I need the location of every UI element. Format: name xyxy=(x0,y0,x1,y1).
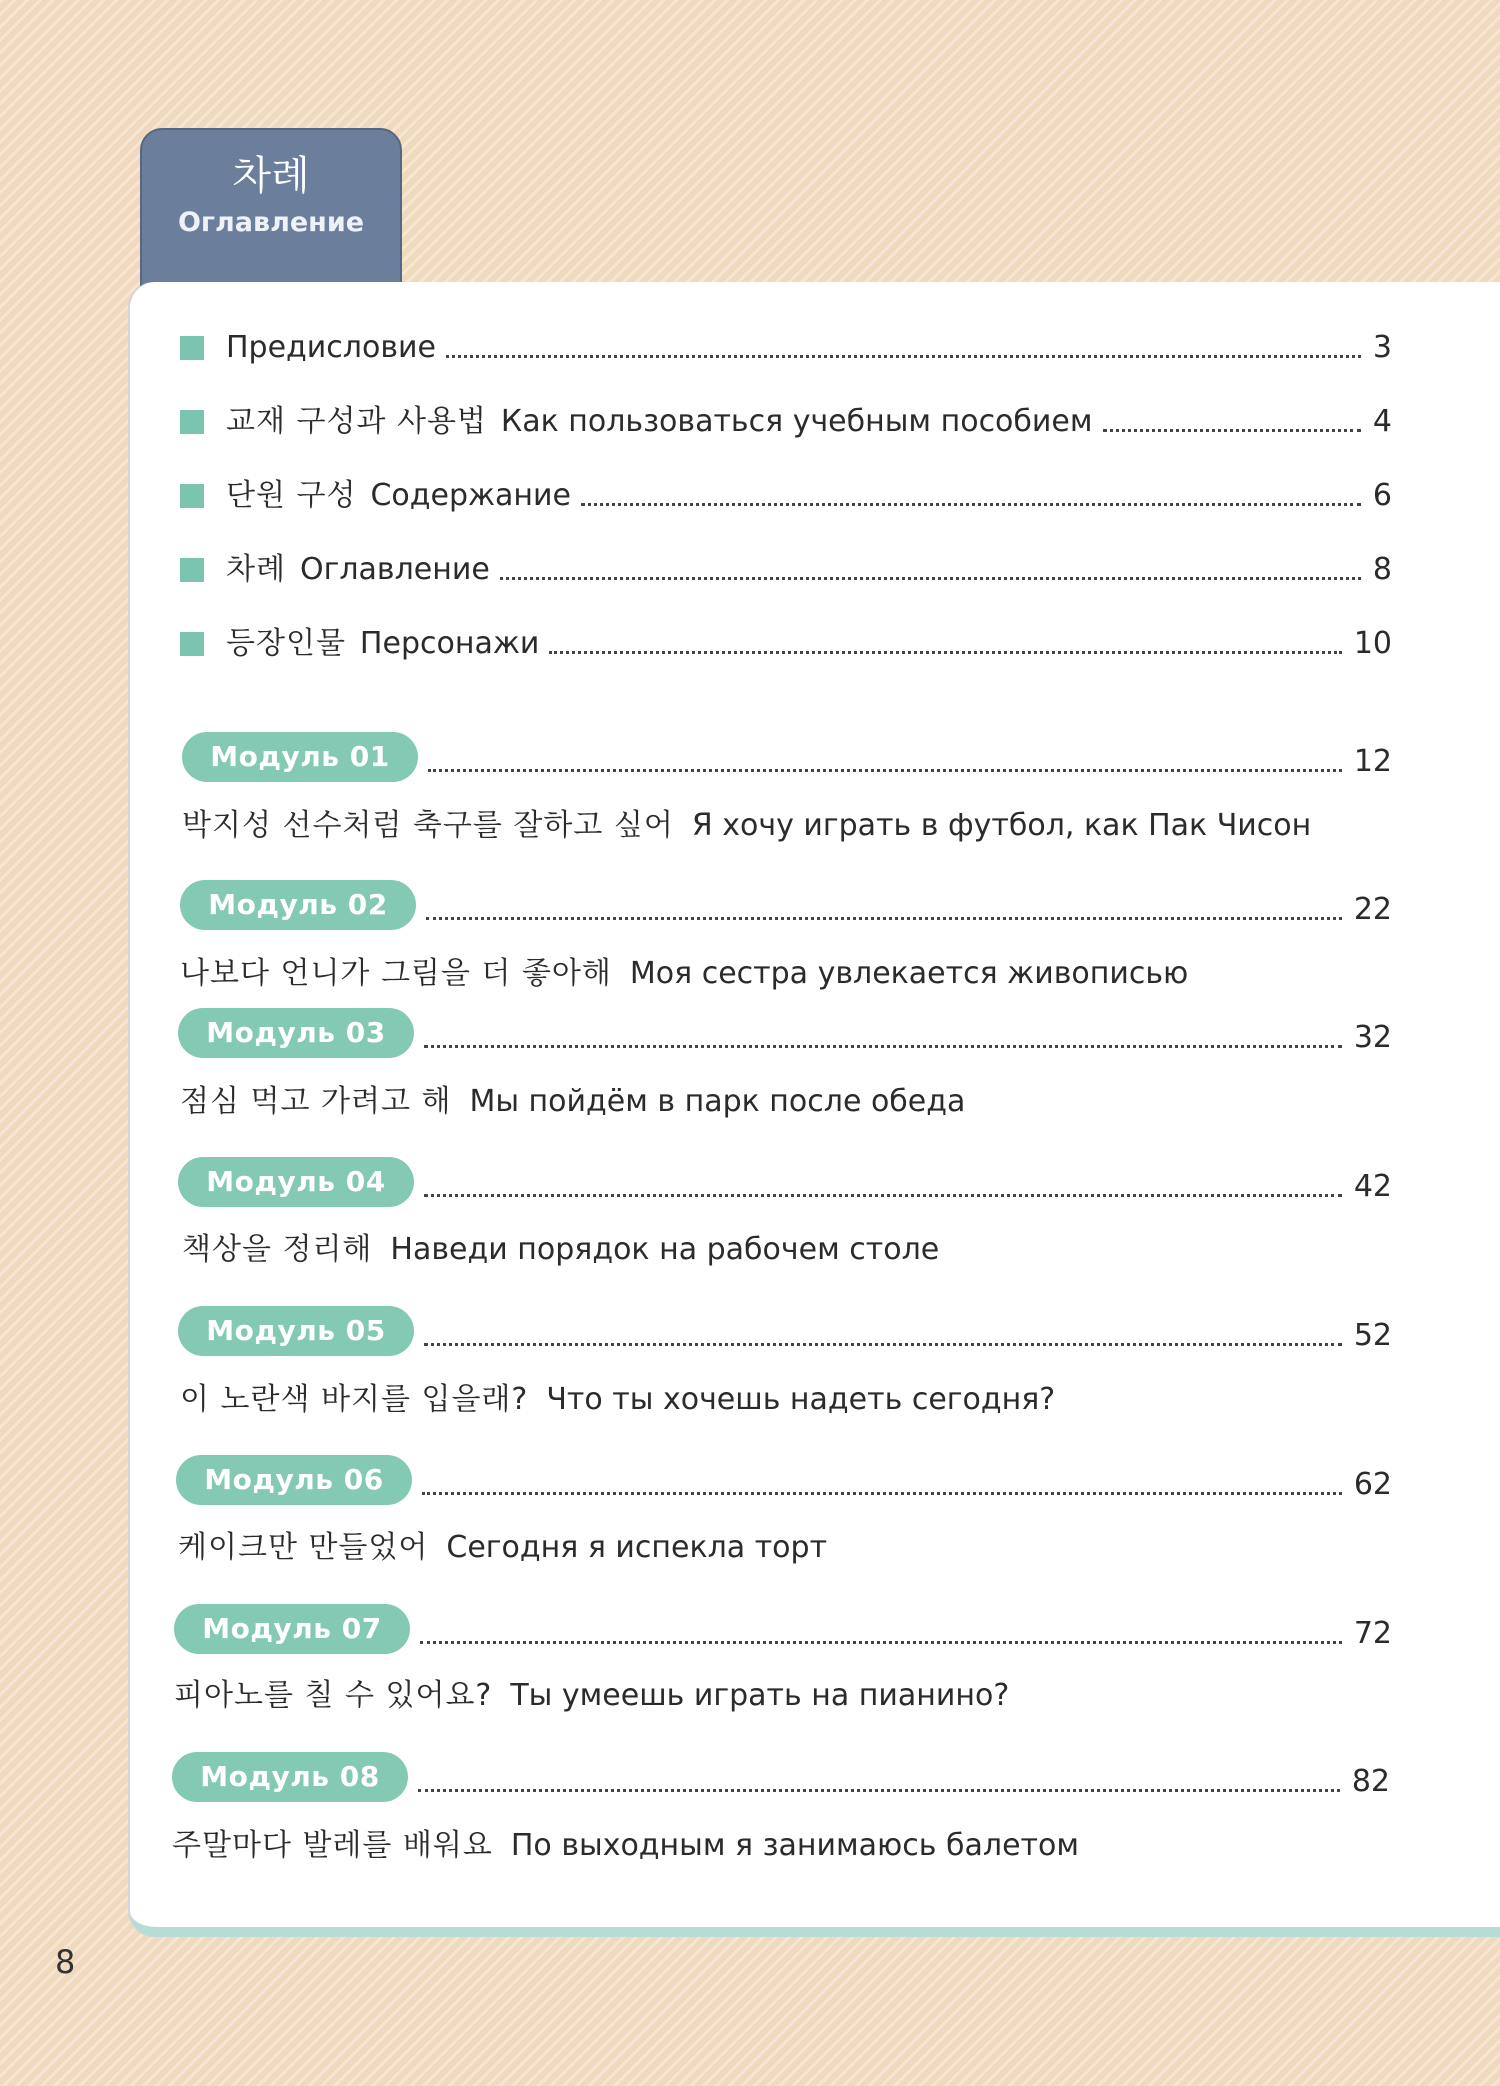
toc-header-tab xyxy=(140,128,402,308)
module-title-ko: 나보다 언니가 그림을 더 좋아해 xyxy=(180,956,612,991)
module-page-number: 32 xyxy=(1353,1020,1392,1055)
module-title-ru: Мы пойдём в парк после обеда xyxy=(469,1084,966,1119)
entry-page-number: 8 xyxy=(1372,552,1392,587)
dot-leader xyxy=(420,1641,1342,1644)
module-01-title xyxy=(182,806,1311,846)
module-07-title xyxy=(174,1676,1009,1716)
module-badge: Модуль 04 xyxy=(178,1157,414,1207)
module-badge: Модуль 02 xyxy=(180,880,416,930)
entry-title-ru: Оглавление xyxy=(299,552,490,587)
module-04-row[interactable] xyxy=(178,1157,1392,1207)
module-title-ko: 케이크만 만들었어 xyxy=(178,1530,429,1565)
toc-entry-characters[interactable] xyxy=(180,624,1392,664)
module-02-title xyxy=(180,954,1188,994)
module-03-row[interactable] xyxy=(178,1008,1392,1058)
entry-page-number: 4 xyxy=(1372,404,1392,439)
dot-leader xyxy=(424,1194,1342,1197)
module-title-ru: По выходным я занимаюсь балетом xyxy=(510,1828,1079,1863)
module-01-row[interactable] xyxy=(182,732,1392,782)
module-badge: Модуль 05 xyxy=(178,1306,414,1356)
dot-leader xyxy=(426,917,1342,920)
toc-title-korean: 차례 xyxy=(232,153,310,199)
bullet-square-icon xyxy=(180,484,204,508)
module-title-ru: Наведи порядок на рабочем столе xyxy=(390,1232,940,1267)
dot-leader xyxy=(446,355,1361,358)
module-page-number: 72 xyxy=(1353,1616,1392,1651)
module-02-row[interactable] xyxy=(180,880,1392,930)
module-title-ru: Что ты хочешь надеть сегодня? xyxy=(546,1382,1056,1417)
entry-title-ko: 등장인물 xyxy=(226,626,346,661)
module-08-row[interactable] xyxy=(172,1752,1390,1802)
module-title-ru: Ты умеешь играть на пианино? xyxy=(510,1678,1010,1713)
dot-leader xyxy=(549,651,1341,654)
dot-leader xyxy=(500,577,1361,580)
entry-page-number: 6 xyxy=(1372,478,1392,513)
module-08-title xyxy=(172,1826,1079,1866)
dot-leader xyxy=(418,1789,1340,1792)
module-page-number: 62 xyxy=(1353,1467,1392,1502)
module-06-row[interactable] xyxy=(176,1455,1392,1505)
dot-leader xyxy=(428,769,1342,772)
dot-leader xyxy=(424,1343,1342,1346)
entry-title-ru: Содержание xyxy=(370,478,571,513)
toc-title-russian: Оглавление xyxy=(177,207,365,238)
module-05-title xyxy=(180,1380,1055,1420)
module-badge: Модуль 03 xyxy=(178,1008,414,1058)
toc-entry-how-to-use[interactable] xyxy=(180,402,1392,442)
module-title-ru: Я хочу играть в футбол, как Пак Чисон xyxy=(691,808,1312,843)
page-number: 8 xyxy=(55,1943,76,1981)
bullet-square-icon xyxy=(180,410,204,434)
bullet-square-icon xyxy=(180,336,204,360)
module-page-number: 12 xyxy=(1353,744,1392,779)
entry-title-ko: 교재 구성과 사용법 xyxy=(226,404,487,439)
entry-title-ko: 단원 구성 xyxy=(226,478,357,513)
module-page-number: 82 xyxy=(1351,1764,1390,1799)
bullet-square-icon xyxy=(180,632,204,656)
module-badge: Модуль 01 xyxy=(182,732,418,782)
module-page-number: 52 xyxy=(1353,1318,1392,1353)
dot-leader xyxy=(422,1492,1342,1495)
module-badge: Модуль 07 xyxy=(174,1604,410,1654)
bullet-square-icon xyxy=(180,558,204,582)
dot-leader xyxy=(581,503,1361,506)
module-title-ko: 책상을 정리해 xyxy=(182,1232,373,1267)
entry-title-ru: Персонажи xyxy=(359,626,540,661)
module-04-title xyxy=(182,1230,939,1270)
module-badge: Модуль 06 xyxy=(176,1455,412,1505)
module-title-ko: 이 노란색 바지를 입을래? xyxy=(180,1382,529,1417)
module-title-ru: Сегодня я испекла торт xyxy=(446,1530,828,1565)
module-title-ko: 피아노를 칠 수 있어요? xyxy=(174,1678,493,1713)
module-page-number: 22 xyxy=(1353,892,1392,927)
entry-title-ru: Как пользоваться учебным пособием xyxy=(500,404,1093,439)
entry-page-number: 10 xyxy=(1353,626,1392,661)
module-badge: Модуль 08 xyxy=(172,1752,408,1802)
dot-leader xyxy=(1103,429,1361,432)
module-title-ko: 점심 먹고 가려고 해 xyxy=(180,1084,452,1119)
module-title-ko: 주말마다 발레를 배워요 xyxy=(172,1828,493,1863)
toc-entry-preface[interactable] xyxy=(180,328,1392,368)
module-title-ko: 박지성 선수처럼 축구를 잘하고 싶어 xyxy=(182,808,674,843)
module-07-row[interactable] xyxy=(174,1604,1392,1654)
module-03-title xyxy=(180,1082,965,1122)
module-06-title xyxy=(178,1528,827,1568)
entry-page-number: 3 xyxy=(1372,330,1392,365)
module-page-number: 42 xyxy=(1353,1169,1392,1204)
module-05-row[interactable] xyxy=(178,1306,1392,1356)
module-title-ru: Моя сестра увлекается живописью xyxy=(629,956,1189,991)
entry-title-ru: Предисловие xyxy=(226,330,436,365)
dot-leader xyxy=(424,1045,1342,1048)
entry-title-ko: 차례 xyxy=(226,552,286,587)
toc-entry-table-of-contents[interactable] xyxy=(180,550,1392,590)
toc-entry-contents[interactable] xyxy=(180,476,1392,516)
